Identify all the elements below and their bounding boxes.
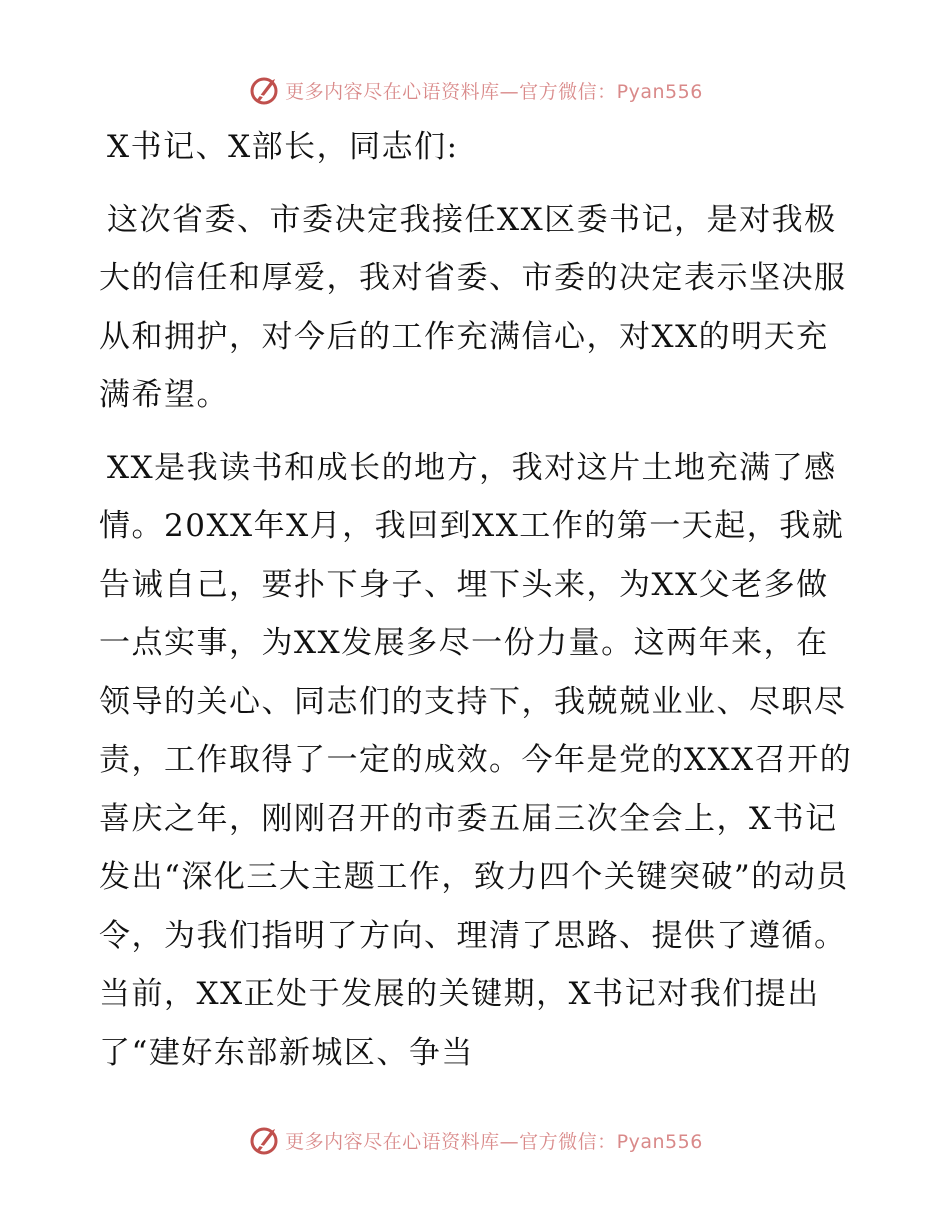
watermark-text: 更多内容尽在心语资料库—官方微信：Pyan556 xyxy=(285,1130,703,1153)
quill-pen-circle-icon xyxy=(247,1123,281,1157)
quill-pen-circle-icon xyxy=(247,73,281,107)
salutation: X书记、X部长，同志们: xyxy=(107,129,459,165)
paragraph-1: 这次省委、市委决定我接任XX区委书记，是对我极大的信任和厚爱，我对省委、市委的决定表示坚决服从和拥护，对今后的工作充满信心，对XX的明天充满希望。 xyxy=(99,201,847,413)
watermark-header xyxy=(0,70,950,110)
document-body xyxy=(99,118,859,1096)
watermark-text: 更多内容尽在心语资料库—官方微信：Pyan556 xyxy=(285,80,703,103)
paragraph-2: XX是我读书和成长的地方，我对这片土地充满了感情。20XX年X月，我回到XX工作的第一天起，我就告诫自己，要扑下身子、埋下头来，为XX父老多做一点实事，为XX发展多尽一份力量。这两年来，在领导的关心、同志们的支持下，我兢兢业业、尽职尽责，工作取得了一定的成效。今年是党的XXX召开的喜庆之年，刚刚召开的市委五届三次全会上，X书记发出“深化三大主题工作，致力四个关键突破”的动员令，为我们指明了方向、理清了思路、提供了遵循。当前，XX正处于发展的关键期，X书记对我们提出了“建好东部新城区、争当 xyxy=(99,449,853,1071)
watermark-footer xyxy=(0,1120,950,1160)
